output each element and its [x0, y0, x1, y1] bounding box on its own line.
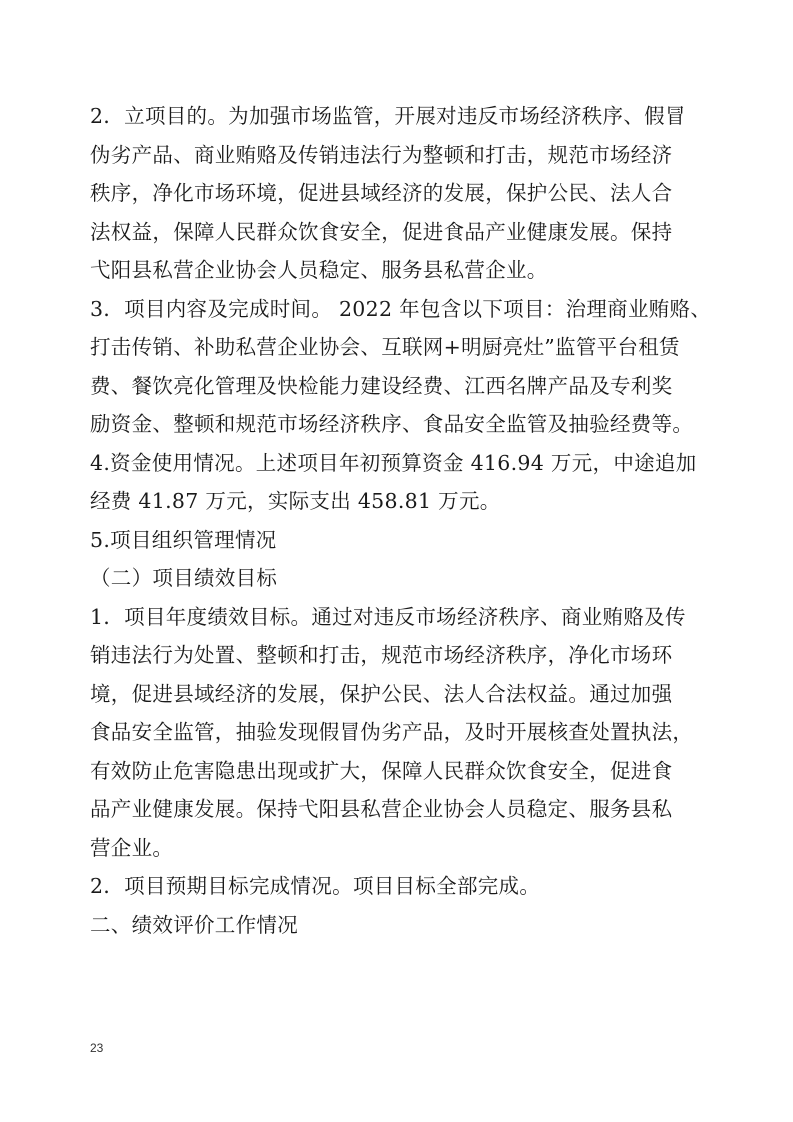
- paragraph-line: 境，促进县域经济的发展，保护公民、法人合法权益。通过加强: [90, 681, 673, 706]
- paragraph-line: 弋阳县私营企业协会人员稳定、服务县私营企业。: [90, 258, 548, 282]
- paragraph-line: 销违法行为处置、整顿和打击，规范市场经济秩序，净化市场环: [90, 643, 673, 667]
- paragraph-line: 品产业健康发展。保持弋阳县私营企业协会人员稳定、服务县私: [90, 797, 673, 821]
- paragraph-line: 伪劣产品、商业贿赂及传销违法行为整顿和打击，规范市场经济: [90, 142, 673, 167]
- paragraph-line: 1．项目年度绩效目标。通过对违反市场经济秩序、商业贿赂及传: [90, 604, 686, 629]
- section-heading: （二）项目绩效目标: [90, 566, 278, 590]
- paragraph-line: 经费 41.87 万元，实际支出 458.81 万元。: [90, 489, 501, 513]
- paragraph-line: 3．项目内容及完成时间。 2022 年包含以下项目：治理商业贿赂、: [90, 296, 712, 321]
- page-number: 23: [90, 1041, 104, 1055]
- paragraph-line: 营企业。: [90, 835, 174, 860]
- paragraph-line: 食品安全监管，抽验发现假冒伪劣产品，及时开展核查处置执法，: [90, 720, 694, 744]
- section-heading: 二、绩效评价工作情况: [90, 912, 298, 937]
- section-heading: 5.项目组织管理情况: [90, 527, 277, 552]
- document-body: [90, 97, 710, 944]
- paragraph-line: 2．项目预期目标完成情况。项目目标全部完成。: [90, 874, 541, 898]
- paragraph-line: 秩序，净化市场环境，促进县域经济的发展，保护公民、法人合: [90, 181, 673, 205]
- paragraph-line: 有效防止危害隐患出现或扩大，保障人民群众饮食安全，促进食: [90, 758, 673, 783]
- paragraph-line: 打击传销、补助私营企业协会、互联网+明厨亮灶”监管平台租赁: [90, 335, 680, 359]
- paragraph-line: 费、餐饮亮化管理及快检能力建设经费、江西名牌产品及专利奖: [90, 373, 673, 398]
- paragraph-line: 法权益，保障人民群众饮食安全，促进食品产业健康发展。保持: [90, 219, 673, 244]
- paragraph-line: 4.资金使用情况。上述项目年初预算资金 416.94 万元，中途追加: [90, 450, 697, 475]
- paragraph-line: 励资金、整顿和规范市场经济秩序、食品安全监管及抽验经费等。: [90, 412, 694, 436]
- paragraph-line: 2．立项目的。为加强市场监管，开展对违反市场经济秩序、假冒: [90, 104, 686, 128]
